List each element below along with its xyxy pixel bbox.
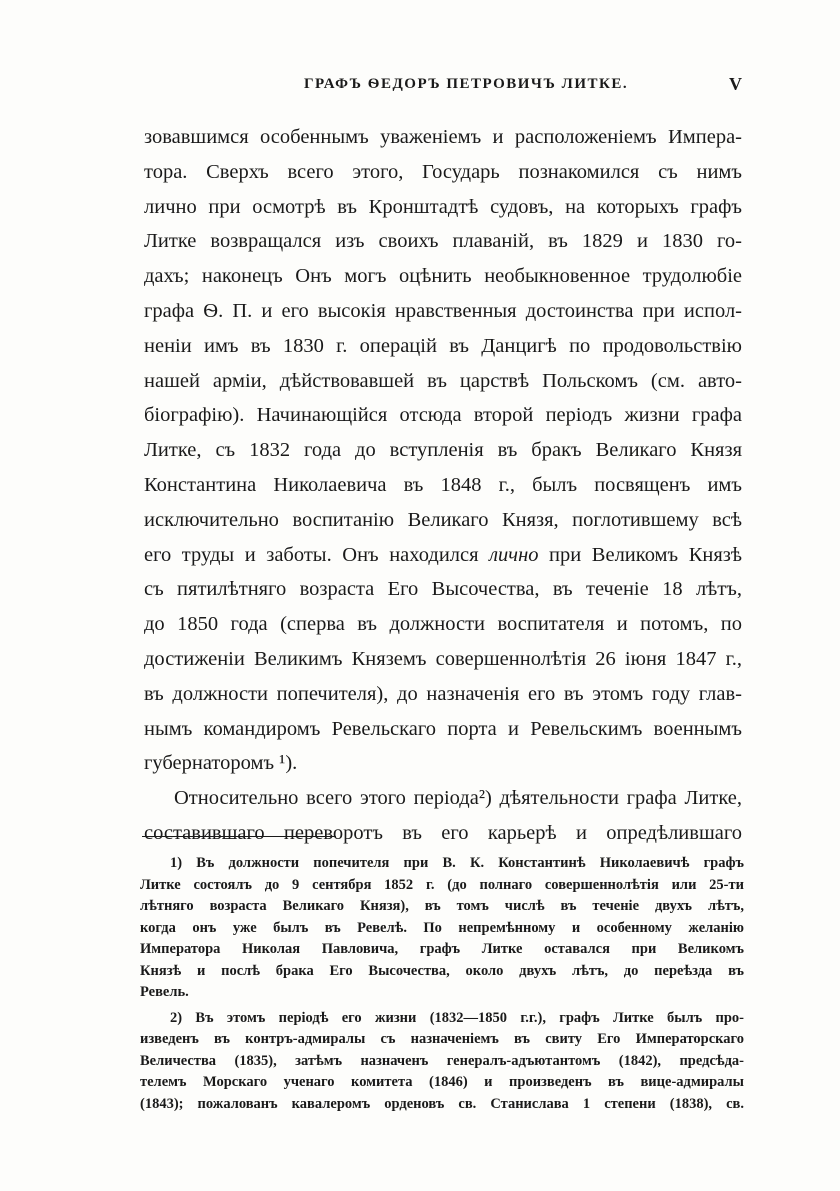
- text-line: нымъ командиромъ Ревельскаго порта и Ревельскимъ военнымъ: [144, 717, 742, 740]
- running-title: ГРАФЪ ѲЕДОРЪ ПЕТРОВИЧЪ ЛИТКЕ.: [304, 76, 629, 92]
- footnote-line: (1843); пожалованъ кавалеромъ орденовъ св. Станислава 1 степени (1838), св.: [140, 1095, 744, 1112]
- page-number: V: [729, 74, 742, 94]
- footnote-line: 2) Въ этомъ періодѣ его жизни (1832—1850 г.г.), графъ Литке былъ про-: [170, 1009, 744, 1026]
- text-line: лично при осмотрѣ въ Кронштадтѣ судовъ, на которыхъ графъ: [144, 195, 742, 218]
- footnote-line: лѣтняго возраста Великаго Князя), въ томъ числѣ въ теченіе двухъ лѣтъ,: [140, 898, 744, 914]
- footnote-2: [140, 1008, 744, 1116]
- text-line: дахъ; наконецъ Онъ могъ оцѣнить необыкновенное трудолюбіе: [144, 265, 742, 288]
- footnote-line: когда онъ уже былъ въ Ревелѣ. По непремѣнному и особенному желанію: [140, 919, 744, 936]
- body-text: [144, 120, 742, 851]
- text-line: до 1850 года (сперва въ должности воспитателя и потомъ, по: [144, 613, 742, 636]
- text-line: неніи имъ въ 1830 г. операцій въ Данцигѣ по продовольствію: [144, 334, 742, 357]
- text-line: Относительно всего этого періода²) дѣятельности графа Литке,: [174, 787, 742, 810]
- text-line: Константина Николаевича въ 1848 г., былъ посвященъ имъ: [144, 473, 742, 496]
- emphasis: лично: [489, 543, 539, 566]
- footnotes: [140, 853, 744, 1115]
- text-line: нашей арміи, дѣйствовавшей въ царствѣ Польскомъ (см. авто-: [144, 369, 742, 392]
- footnote-line: Литке состоялъ до 9 сентября 1852 г. (до полнаго совершеннолѣтія или 25-ти: [140, 876, 744, 893]
- footnote-line: Князѣ и послѣ брака Его Высочества, около двухъ лѣтъ, до переѣзда въ: [140, 962, 744, 979]
- text-line: исключительно воспитанію Великаго Князя, поглотившему всѣ: [144, 508, 742, 531]
- text-line: губернаторомъ ¹).: [144, 752, 298, 775]
- footnote-divider: [142, 836, 336, 837]
- footnote-line: телемъ Морскаго ученаго комитета (1846) и произведенъ въ вице-адмиралы: [140, 1074, 744, 1090]
- text-line: Литке возвращался изъ своихъ плаваній, въ 1829 и 1830 го-: [144, 230, 742, 253]
- running-head: [140, 76, 742, 100]
- text-line: его труды и заботы. Онъ находился лично при Великомъ Князѣ: [144, 543, 742, 566]
- footnote-line: Ревель.: [140, 984, 189, 1000]
- text-line: составившаго переворотъ въ его карьерѣ и опредѣлившаго: [144, 821, 742, 844]
- footnote-1: [140, 853, 744, 1004]
- text-line: въ должности попечителя), до назначенія его въ этомъ году глав-: [144, 682, 742, 705]
- footnote-line: Величества (1835), затѣмъ назначенъ генералъ-адъютантомъ (1842), предсѣда-: [140, 1052, 744, 1069]
- footnote-line: Императора Николая Павловича, графъ Литке оставался при Великомъ: [140, 941, 744, 957]
- text-line: графа Ѳ. П. и его высокія нравственныя достоинства при испол-: [144, 299, 742, 322]
- text-line: біографію). Начинающійся отсюда второй періодъ жизни графа: [144, 404, 742, 427]
- footnote-line: изведенъ въ контръ-адмиралы съ назначеніемъ въ свиту Его Императорскаго: [140, 1031, 744, 1047]
- text-line: Литке, съ 1832 года до вступленія въ бракъ Великаго Князя: [144, 439, 742, 462]
- text-line: зовавшимся особеннымъ уваженіемъ и расположеніемъ Импера-: [144, 126, 742, 148]
- text-line: съ пятилѣтняго возраста Его Высочества, въ теченіе 18 лѣтъ,: [144, 578, 742, 601]
- footnote-line: 1) Въ должности попечителя при В. К. Константинѣ Николаевичѣ графъ: [170, 855, 744, 871]
- text-line: достиженіи Великимъ Княземъ совершеннолѣтія 26 іюня 1847 г.,: [144, 647, 742, 670]
- text-line: тора. Сверхъ всего этого, Государь познакомился съ нимъ: [144, 160, 742, 183]
